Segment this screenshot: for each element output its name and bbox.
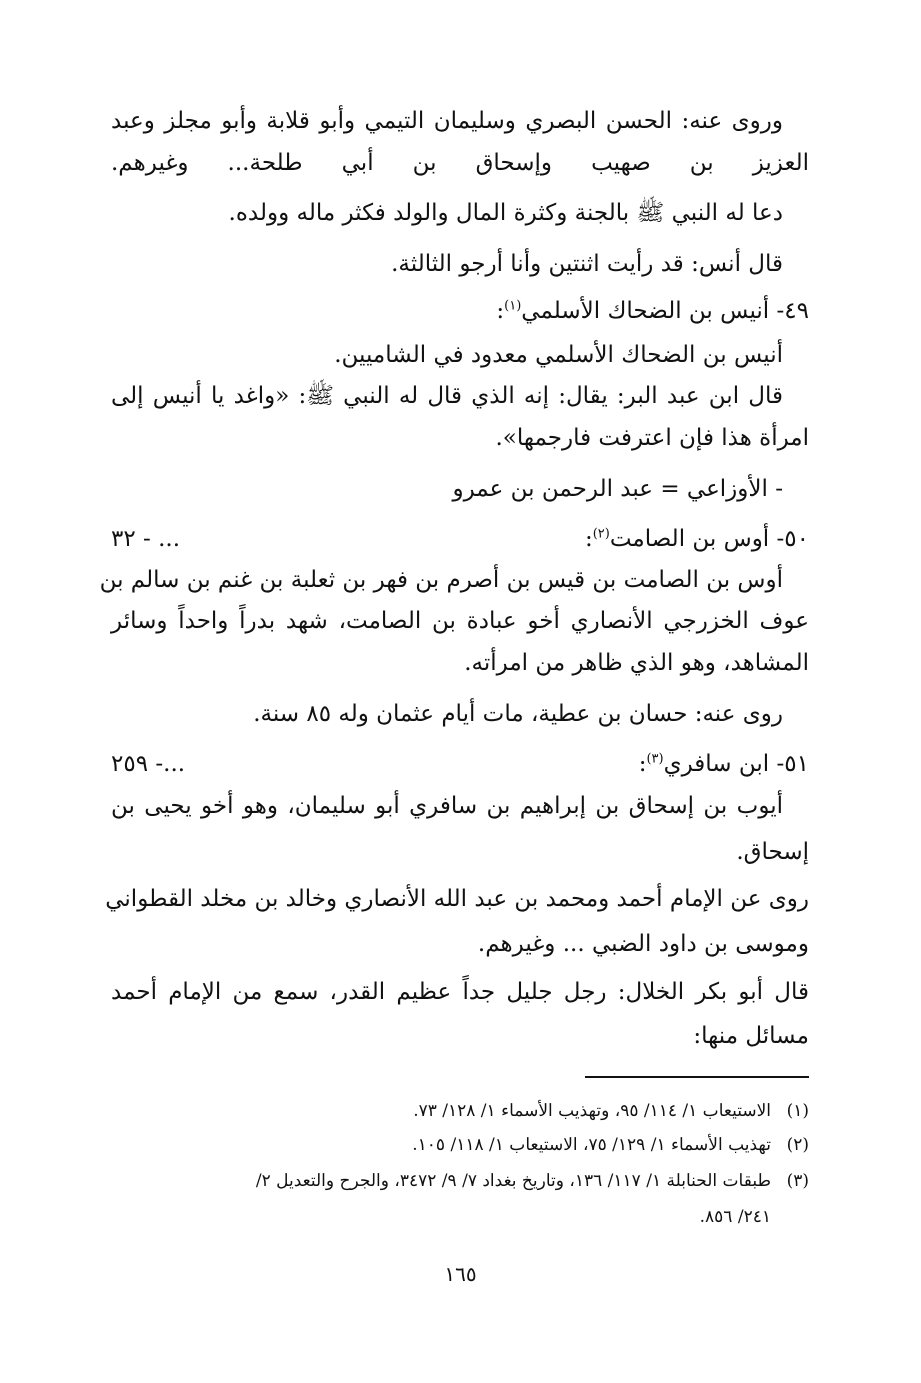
paragraph-line: قال ابن عبد البر: يقال: إنه الذي قال له النبي ﷺ: «واغد يا أنيس إلى	[111, 383, 783, 409]
footnote-text: طبقات الحنابلة ١/ ١١٧/ ١٣٦، وتاريخ بغداد ٧/ ٩/ ٣٤٧٢، والجرح والتعديل ٢/	[255, 1171, 771, 1191]
paragraph-line: روى عنه: حسان بن عطية، مات أيام عثمان وله ٨٥ سنة.	[253, 701, 783, 727]
paragraph-line: أنيس بن الضحاك الأسلمي معدود في الشاميين.	[334, 342, 783, 368]
paragraph-line: روى عن الإمام أحمد ومحمد بن عبد الله الأنصاري وخالد بن مخلد القطواني	[105, 886, 809, 912]
entry-heading-51	[111, 750, 809, 778]
paragraph-line: وموسى بن داود الضبي ... وغيرهم.	[477, 931, 809, 957]
footnote-number: (١)	[786, 1101, 809, 1121]
entry-title: ٥١- ابن سافري$^{(٣)}$:	[638, 751, 809, 777]
paragraph-line: مسائل منها:	[693, 1023, 809, 1049]
entry-date-range: ... - ٣٢	[111, 526, 181, 552]
footnote	[111, 1134, 809, 1156]
entry-date-range: ...- ٢٥٩	[111, 751, 186, 777]
paragraph-line: العزيز بن صهيب وإسحاق بن أبي طلحة... وغيرهم.	[111, 150, 809, 176]
footnote-separator	[585, 1076, 809, 1078]
footnote-continuation: ٢٤١/ ٨٥٦.	[699, 1207, 771, 1227]
paragraph-line: قال أنس: قد رأيت اثنتين وأنا أرجو الثالثة.	[391, 251, 783, 277]
footnote-number: (٣)	[786, 1171, 809, 1191]
footnote-text: الاستيعاب ١/ ١١٤/ ٩٥، وتهذيب الأسماء ١/ ١٢٨/ ٧٣.	[413, 1101, 771, 1121]
footnote-ref: (٢)	[592, 526, 610, 542]
paragraph-line: وروى عنه: الحسن البصري وسليمان التيمي وأبو قلابة وأبو مجلز وعبد	[111, 108, 783, 134]
paragraph-line: المشاهد، وهو الذي ظاهر من امرأته.	[464, 650, 809, 676]
paragraph-line: أيوب بن إسحاق بن إبراهيم بن سافري أبو سليمان، وهو أخو يحيى بن	[111, 793, 783, 819]
footnote	[111, 1170, 809, 1192]
footnote-ref: (١)	[504, 298, 522, 314]
paragraph-line: عوف الخزرجي الأنصاري أخو عبادة بن الصامت، شهد بدراً واحداً وسائر	[111, 608, 809, 634]
footnote-ref: (٣)	[646, 751, 664, 767]
paragraph-line: امرأة هذا فإن اعترفت فارجمها».	[495, 425, 809, 451]
footnote-text: تهذيب الأسماء ١/ ١٢٩/ ٧٥، الاستيعاب ١/ ١١٨/ ١٠٥.	[412, 1135, 771, 1155]
page-number: ١٦٥	[444, 1262, 477, 1286]
entry-title: ٤٩- أنيس بن الضحاك الأسلمي$^{(١)}$:	[496, 298, 809, 324]
entry-heading-50	[111, 525, 809, 553]
footnote	[111, 1100, 809, 1122]
paragraph-line: قال أبو بكر الخلال: رجل جليل جداً عظيم القدر، سمع من الإمام أحمد	[111, 979, 809, 1005]
entry-title: ٥٠- أوس بن الصامت$^{(٢)}$:	[584, 526, 809, 552]
paragraph-line: أوس بن الصامت بن قيس بن أصرم بن فهر بن ثعلبة بن غنم بن سالم بن	[99, 567, 783, 593]
footnote-number: (٢)	[786, 1135, 809, 1155]
paragraph-line: إسحاق.	[736, 839, 809, 865]
cross-reference: - الأوزاعي = عبد الرحمن بن عمرو	[452, 476, 783, 502]
paragraph-line: دعا له النبي ﷺ بالجنة وكثرة المال والولد فكثر ماله وولده.	[228, 200, 783, 226]
entry-heading-49	[111, 297, 809, 325]
